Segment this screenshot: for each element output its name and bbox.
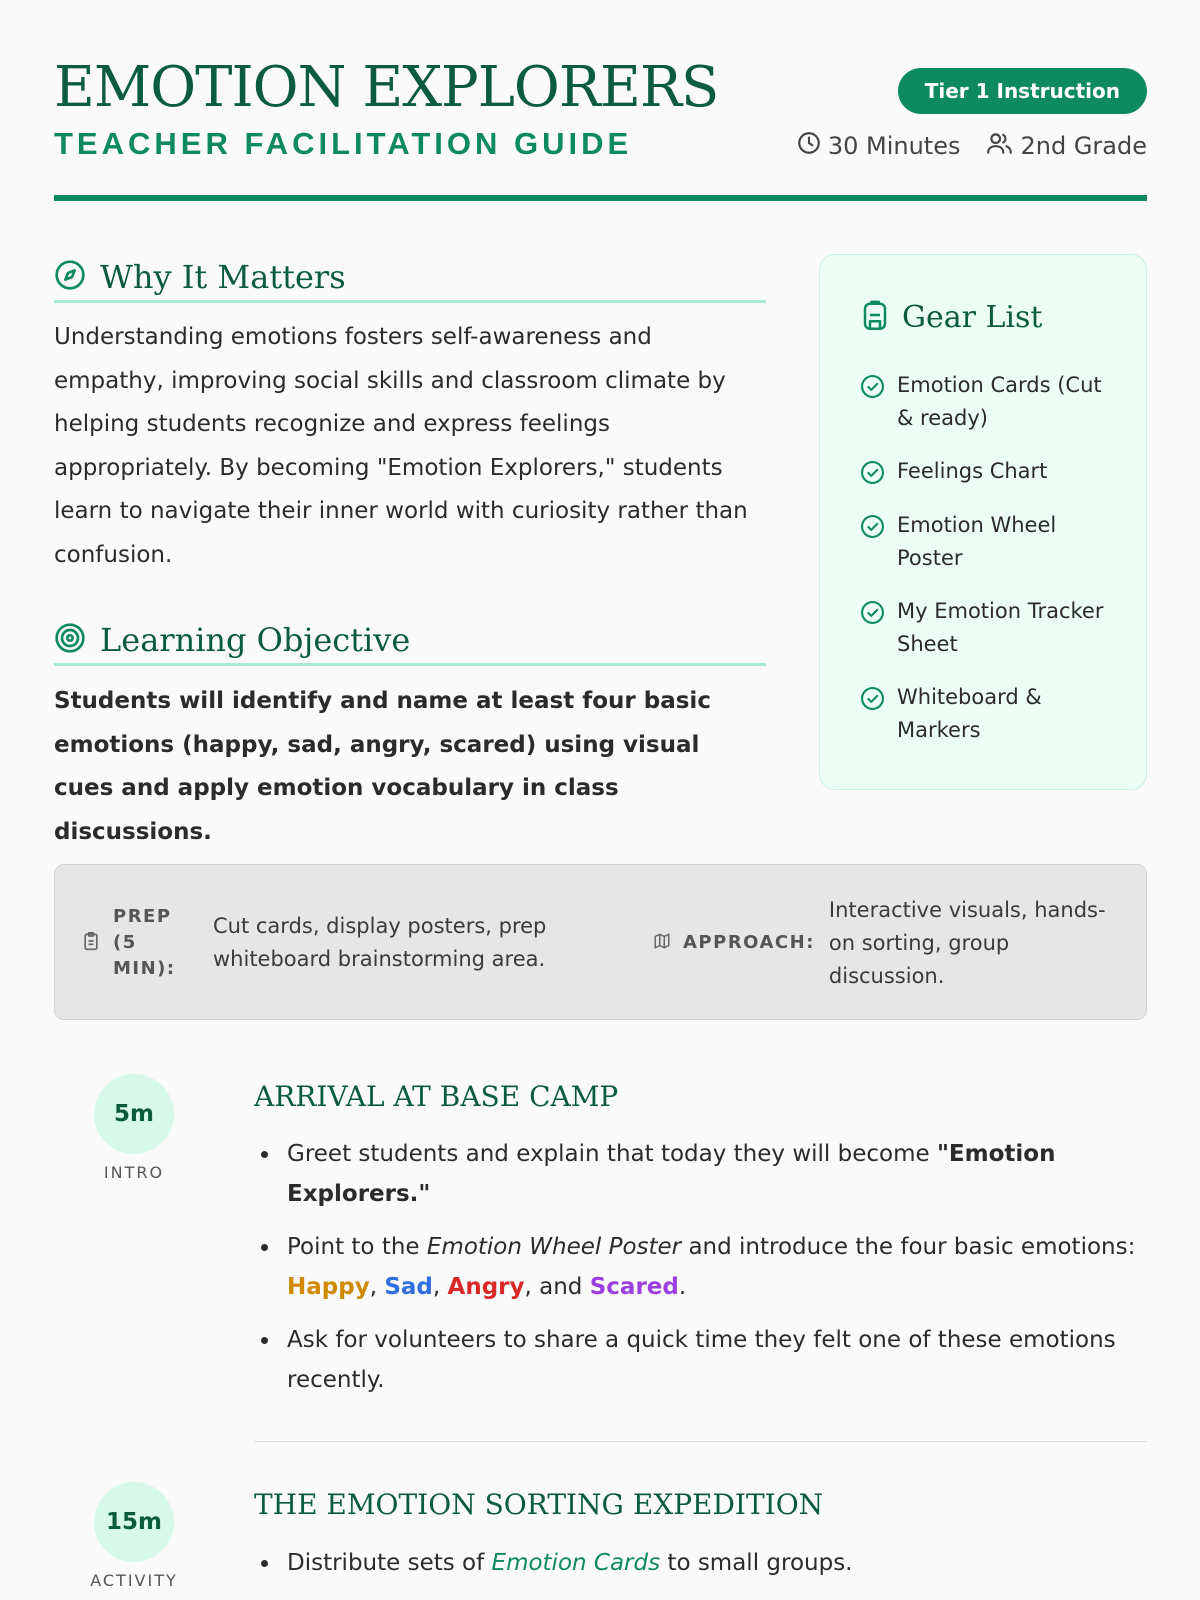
step-title: ARRIVAL AT BASE CAMP: [254, 1080, 619, 1113]
gear-item: [860, 681, 1120, 747]
gear-items: [860, 369, 1120, 767]
approach-block: [653, 879, 1133, 1007]
compass-icon: [54, 259, 86, 295]
prep-text: Cut cards, display posters, prep whiteboard brainstorming area.: [213, 914, 547, 971]
emotion-angry: Angry: [447, 1274, 525, 1300]
objective-text: Students will identify and name at least four basic emotions (happy, sad, angry, scared) using visual cues and apply emotion vocabulary in class discussions.: [54, 688, 711, 845]
emotion-sad: Sad: [384, 1274, 433, 1300]
gear-item: [860, 509, 1120, 575]
duration-meta: [796, 130, 961, 162]
step-title: THE EMOTION SORTING EXPEDITION: [254, 1488, 824, 1521]
page-subtitle: TEACHER FACILITATION GUIDE: [54, 126, 633, 161]
bullet-text: Greet students and explain that today they will become: [287, 1141, 937, 1167]
why-heading: Why It Matters: [100, 257, 346, 296]
approach-label: APPROACH:: [683, 932, 815, 953]
tier-badge: Tier 1 Instruction: [898, 68, 1147, 114]
step-time-badge: 5m: [94, 1074, 174, 1154]
bullet-italic: Emotion Wheel Poster: [426, 1234, 682, 1260]
clock-icon: [796, 130, 822, 162]
step-bullets: [254, 1543, 1147, 1596]
gear-item: [860, 369, 1120, 435]
bullet-text: to small groups.: [660, 1550, 853, 1576]
gear-list-card: [819, 254, 1147, 790]
step-tag: ACTIVITY: [90, 1571, 178, 1590]
bullet-text: Ask for volunteers to share a quick time they felt one of these emotions recently.: [287, 1327, 1116, 1393]
bullet-text: and introduce the four basic emotions:: [681, 1234, 1136, 1260]
list-item: [254, 1543, 1147, 1583]
objective-heading: Learning Objective: [100, 620, 411, 659]
emotion-scared: Scared: [589, 1274, 679, 1300]
page-header: [54, 56, 1147, 201]
list-item: [254, 1134, 1147, 1214]
gear-heading-row: [860, 298, 1042, 336]
gear-item-label: My Emotion Tracker Sheet: [897, 599, 1104, 656]
map-icon: [653, 932, 671, 954]
check-circle-icon: [860, 686, 885, 715]
why-text: Understanding emotions fosters self-awareness and empathy, improving social skills and classroom climate by helping students recognize and express feelings appropriately. By becoming "Emotion Explorers," students learn to navigate their inner world with curiosity rather than confusion.: [54, 324, 748, 568]
list-item: [254, 1320, 1147, 1400]
emotion-happy: Happy: [287, 1274, 370, 1300]
prep-block: [81, 895, 601, 991]
prep-approach-bar: [54, 864, 1147, 1020]
separator: ,: [432, 1274, 448, 1300]
grade-text: 2nd Grade: [1020, 132, 1147, 160]
bullet-text: Point to the: [287, 1234, 427, 1260]
lesson-meta: [796, 128, 1147, 164]
grade-meta: [986, 130, 1147, 162]
target-icon: [54, 622, 86, 658]
step-divider: [254, 1441, 1147, 1442]
gear-item: [860, 595, 1120, 661]
clipboard-icon: [81, 931, 101, 955]
bullet-emphasis: "Emotion Explorers.": [287, 1141, 1056, 1207]
objective-section-heading: [54, 616, 766, 666]
backpack-icon: [860, 298, 890, 336]
gear-item-label: Feelings Chart: [897, 459, 1048, 483]
why-section-heading: [54, 253, 766, 303]
check-circle-icon: [860, 460, 885, 489]
check-circle-icon: [860, 514, 885, 543]
gear-item-label: Whiteboard & Markers: [897, 685, 1042, 742]
list-item: [254, 1227, 1147, 1307]
check-circle-icon: [860, 374, 885, 403]
gear-item: [860, 455, 1120, 489]
separator: .: [678, 1274, 687, 1300]
step-tag: INTRO: [103, 1163, 165, 1182]
bullet-text: Distribute sets of: [287, 1550, 492, 1576]
prep-label: PREP (5 MIN):: [113, 906, 176, 979]
step-bullets: [254, 1134, 1147, 1413]
check-circle-icon: [860, 600, 885, 629]
separator: , and: [524, 1274, 590, 1300]
step-time-badge: 15m: [94, 1482, 174, 1562]
gear-item-label: Emotion Wheel Poster: [897, 513, 1057, 570]
duration-text: 30 Minutes: [827, 132, 961, 160]
gear-heading: Gear List: [902, 299, 1043, 335]
users-icon: [986, 130, 1014, 162]
facilitation-guide: [54, 0, 1147, 1600]
page-title: EMOTION EXPLORERS: [54, 55, 719, 120]
approach-text: Interactive visuals, hands-on sorting, group discussion.: [828, 897, 1106, 988]
gear-item-label: Emotion Cards (Cut & ready): [897, 373, 1102, 430]
separator: ,: [369, 1274, 385, 1300]
bullet-italic: Emotion Cards: [491, 1550, 661, 1576]
